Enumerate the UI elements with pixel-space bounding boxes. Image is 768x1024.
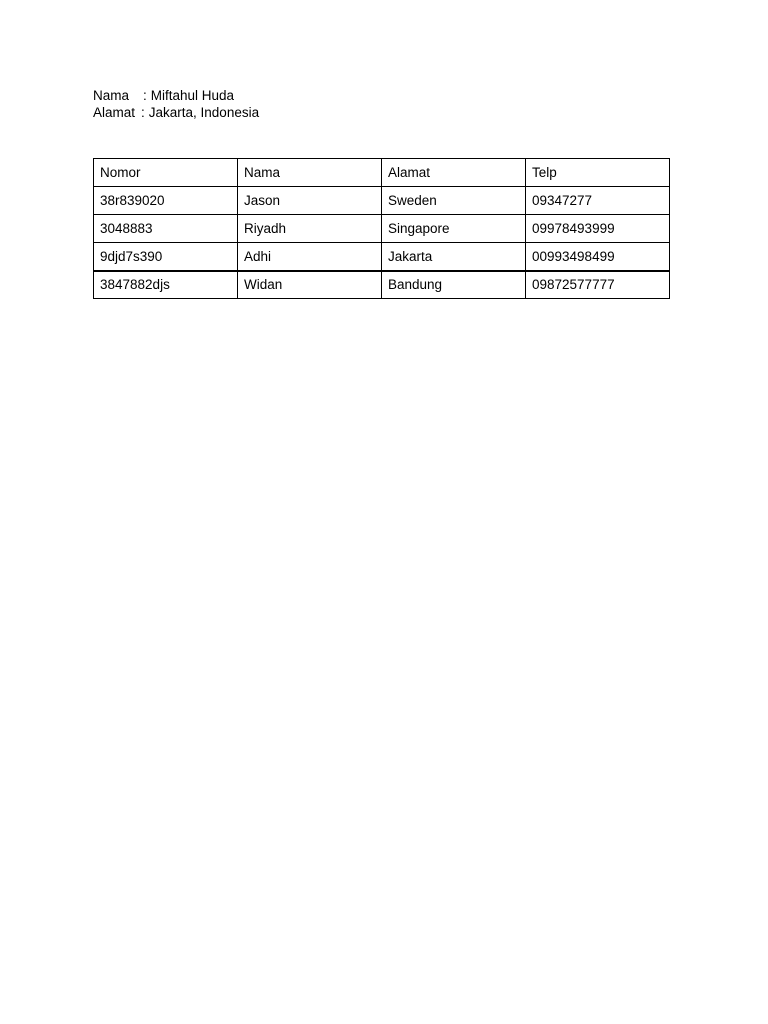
cell-nama: Riyadh [238,215,382,243]
cell-telp: 09347277 [526,187,670,215]
name-label: Nama [93,88,130,103]
address-value: Jakarta, Indonesia [148,105,260,120]
table-row [94,271,670,299]
name-separator: : [143,88,147,103]
column-header-nama: Nama [238,159,382,187]
cell-alamat: Singapore [382,215,526,243]
address-label: Alamat [93,105,136,120]
address-row [93,104,259,121]
cell-nomor: 3048883 [94,215,238,243]
cell-alamat: Bandung [382,271,526,299]
column-header-nomor: Nomor [94,159,238,187]
column-header-telp: Telp [526,159,670,187]
cell-nomor: 38r839020 [94,187,238,215]
name-value: Miftahul Huda [150,88,235,103]
contact-table [93,158,670,299]
column-header-alamat: Alamat [382,159,526,187]
cell-telp: 09978493999 [526,215,670,243]
table-row [94,243,670,271]
cell-nama: Adhi [238,243,382,271]
cell-nomor: 9djd7s390 [94,243,238,271]
cell-telp: 09872577777 [526,271,670,299]
cell-nomor: 3847882djs [94,271,238,299]
cell-telp: 00993498499 [526,243,670,271]
personal-info [93,87,259,121]
cell-nama: Jason [238,187,382,215]
name-row [93,87,259,104]
table-header-row [94,159,670,187]
table-row [94,187,670,215]
cell-alamat: Sweden [382,187,526,215]
cell-nama: Widan [238,271,382,299]
address-separator: : [141,105,145,120]
cell-alamat: Jakarta [382,243,526,271]
table-row [94,215,670,243]
